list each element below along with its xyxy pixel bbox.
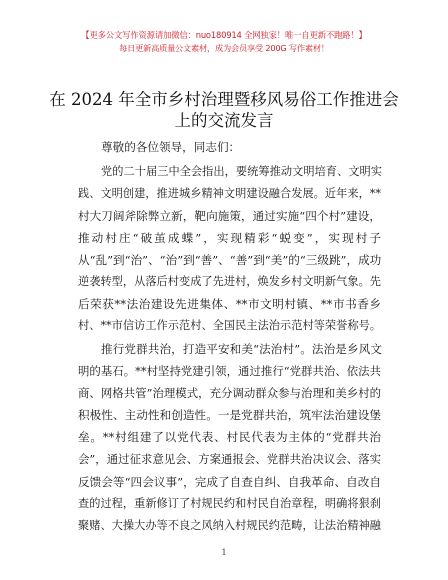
body-line: 逆袭转型，从落后村变成了先进村，焕发乡村文明新气象。先 <box>78 275 381 288</box>
page-number: 1 <box>221 548 227 557</box>
document-title-line-1: 在 2024 年全市乡村治理暨移风易俗工作推进会 <box>49 90 399 109</box>
body-line: 查的过程，重新修订了村规民约和村民自治章程，明确将狠刹 <box>78 497 381 510</box>
document-title-line-2: 上的交流发言 <box>174 111 274 130</box>
body-line: 垒。**村组建了以党代表、村民代表为主体的“党群共治 <box>78 430 381 444</box>
body-line: 聚赌、大操大办等不良之风纳入村规民约范畴，让法治精神融 <box>78 519 381 532</box>
body-line: 党的二十届三中全会指出，要统筹推动文明培育、文明实 <box>101 165 382 178</box>
salutation: 尊敬的各位领导，同志们： <box>101 140 241 154</box>
body-line: 后荣获**法治建设先进集体、**市文明村镇、**市书香乡 <box>78 297 381 311</box>
body-line: 村大刀阔斧除弊立新，靶向施策，通过实施“四个村”建设， <box>78 209 381 223</box>
body-line: 会”，通过征求意见会、方案通报会、党群共治决议会、落实 <box>78 452 381 466</box>
promo-banner-line-2: 每日更新高质量公文素材，成为会员享受 200G 写作素材！ <box>119 43 329 53</box>
promo-banner-line-1: 【更多公文写作资源请加微信：nuo180914 全网独家！唯一自更新不跑路！】 <box>81 30 367 40</box>
body-line: 践、文明创建，推进城乡精神文明建设融合发展。近年来，** <box>78 187 381 200</box>
body-line: 商、网格共管”治理模式，充分调动群众参与治理和美乡村的 <box>78 386 381 400</box>
body-line: 村、**市信访工作示范村、全国民主法治示范村等荣誉称号。 <box>78 319 381 332</box>
body-line: 明的基石。**村坚持党建引领，通过推行“党群共治、依法共 <box>78 364 381 378</box>
body-line: 推动村庄“破茧成蝶”，实现精彩“蜕变”，实现村子 <box>78 231 381 245</box>
body-line: 推行党群共治，打造平安和美“法治村”。法治是乡风文 <box>101 342 382 356</box>
body-line: 积极性、主动性和创造性。一是党群共治，筑牢法治建设堡 <box>78 408 381 422</box>
body-line: 从“乱”到“治”、“治”到“善”、“善”到“美”的“三级跳”，成功 <box>78 253 381 267</box>
body-line: 反馈会等“四会议事”，完成了自查自纠、自我革命、自改自 <box>78 475 381 489</box>
